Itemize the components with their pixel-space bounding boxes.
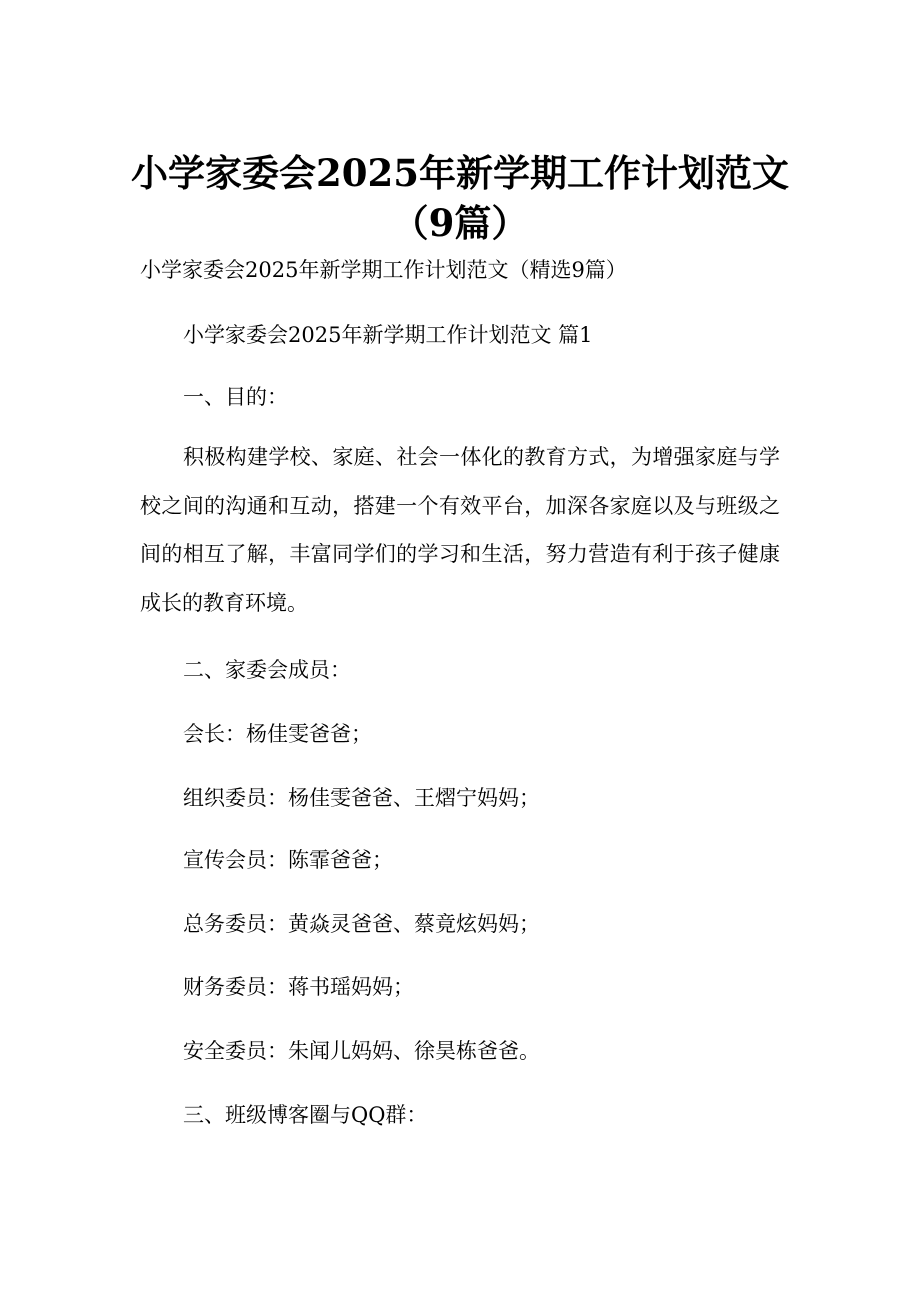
purpose-paragraph: 积极构建学校、家庭、社会一体化的教育方式，为增强家庭与学校之间的沟通和互动，搭建一个有效平台，加深各家庭以及与班级之间的相互了解，丰富同学们的学习和生活，努力营造有利于孩子健康成长的教育环境。 <box>140 445 780 615</box>
document-title-continued: （9篇） <box>391 201 529 245</box>
blog-heading: 三、班级博客圈与QQ群： <box>183 1103 428 1127</box>
member-line-general-affairs: 总务委员：黄焱灵爸爸、蔡竟炫妈妈； <box>183 912 540 936</box>
member-line-finance: 财务委员：蒋书瑶妈妈； <box>183 975 414 999</box>
members-heading: 二、家委会成员： <box>183 658 351 682</box>
section-heading: 小学家委会2025年新学期工作计划范文 篇1 <box>183 323 593 347</box>
purpose-heading: 一、目的： <box>183 385 288 409</box>
member-line-president: 会长：杨佳雯爸爸； <box>183 722 372 746</box>
member-line-publicity: 宣传会员：陈霏爸爸； <box>183 848 393 872</box>
document-title: 小学家委会2025年新学期工作计划范文 <box>131 151 789 195</box>
document-subtitle: 小学家委会2025年新学期工作计划范文（精选9篇） <box>140 258 627 282</box>
member-line-organization: 组织委员：杨佳雯爸爸、王熠宁妈妈； <box>183 786 540 810</box>
member-line-safety: 安全委员：朱闻儿妈妈、徐昊栋爸爸。 <box>183 1039 540 1063</box>
